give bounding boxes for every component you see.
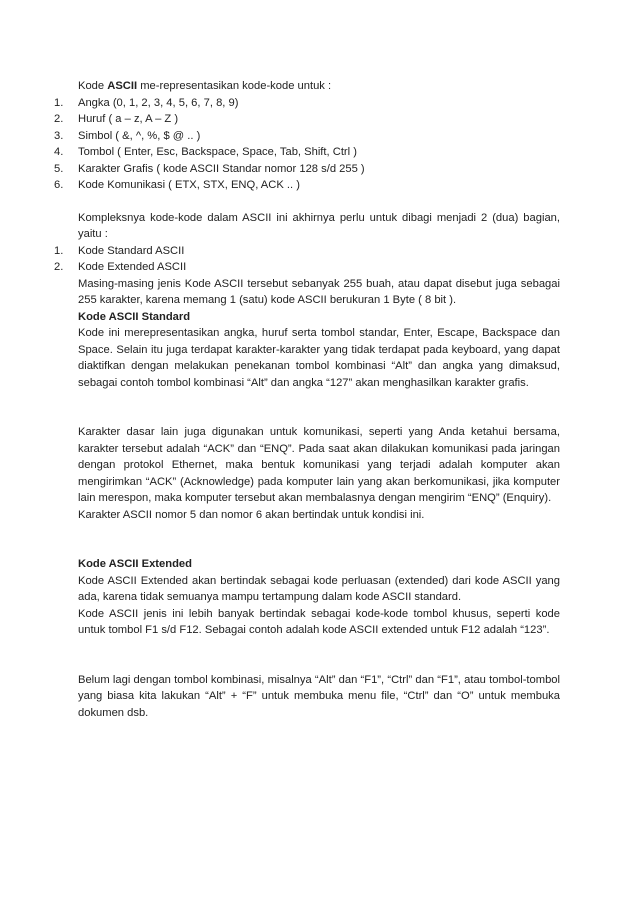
communication-note: Karakter ASCII nomor 5 dan nomor 6 akan bertindak untuk kondisi ini. <box>78 508 425 521</box>
complexity-paragraph: Kompleksnya kode-kode dalam ASCII ini akhirnya perlu untuk dibagi menjadi 2 (dua) bagian, yaitu : <box>78 211 560 240</box>
communication-paragraph: Karakter dasar lain juga digunakan untuk komunikasi, seperti yang Anda ketahui bersama, karakter tersebut adalah “ACK” dan “ENQ”. Pada saat akan dilakukan komunikasi pada jaringan dengan protokol Ethernet, maka bentuk komunikasi yang terjadi adalah komputer akan mengirimkan “ACK” (Acknowledge) pada komputer lain yang akan berkomunikasi, jika komputer lain merespon, maka komputer tersebut akan membalasnya dengan mengirim “ENQ” (Enquiry). <box>78 426 560 504</box>
standard-paragraph: Kode ini merepresentasikan angka, huruf serta tombol standar, Enter, Escape, Backspace dan Space. Selain itu juga terdapat karakter-karakter yang tidak terdapat pada keyboard, yang dapat diaktifkan dengan melakukan penekanan tombol kombinasi “Alt” dan angka yang dimaksud, sebagai contoh tombol kombinasi “Alt” dan angka “127” akan menghasilkan karakter grafis. <box>78 327 560 389</box>
extended-heading: Kode ASCII Extended <box>78 558 192 570</box>
list-item: 3. Simbol ( &, ^, %, $ @ .. ) <box>54 129 201 142</box>
intro-paragraph: Kode ASCII me-representasikan kode-kode untuk : <box>78 80 332 92</box>
list-item: 6. Kode Komunikasi ( ETX, STX, ENQ, ACK .. ) <box>54 179 300 191</box>
list-item: 5. Karakter Grafis ( kode ASCII Standar nomor 128 s/d 255 ) <box>54 162 365 175</box>
spacer <box>78 639 560 672</box>
list-item: 1. Kode Standard ASCII <box>54 244 185 257</box>
intro-bold-term: ASCII <box>107 80 138 92</box>
list-item: 2. Huruf ( a – z, A – Z ) <box>54 113 179 125</box>
spacer <box>78 194 560 210</box>
closing-paragraph: Belum lagi dengan tombol kombinasi, misalnya “Alt” dan “F1”, “Ctrl” dan “F1”, atau tombol-tombol yang biasa kita lakukan “Alt” + “F” untuk membuka menu file, “Ctrl” dan “O” untuk membuka dokumen dsb. <box>78 673 560 719</box>
extended-paragraph-2: Kode ASCII jenis ini lebih banyak bertindak sebagai kode-kode tombol khusus, seperti kode untuk tombol F1 s/d F12. Sebagai contoh adalah kode ASCII extended untuk F12 adalah “123”. <box>78 607 560 636</box>
standard-heading: Kode ASCII Standard <box>78 310 191 323</box>
masing-paragraph: Masing-masing jenis Kode ASCII tersebut sebanyak 255 buah, atau dapat disebut juga sebagai 255 karakter, karena memang 1 (satu) kode ASCII berukuran 1 Byte ( 8 bit ). <box>78 277 560 306</box>
spacer <box>78 523 560 556</box>
list-item: 2. Kode Extended ASCII <box>54 261 187 273</box>
document-body <box>54 78 560 721</box>
list-item: 4. Tombol ( Enter, Esc, Backspace, Space, Tab, Shift, Ctrl ) <box>54 146 357 158</box>
list-item: 1. Angka (0, 1, 2, 3, 4, 5, 6, 7, 8, 9) <box>54 96 239 109</box>
extended-paragraph-1: Kode ASCII Extended akan bertindak sebagai kode perluasan (extended) dari kode ASCII yang ada, karena tidak semuanya mampu tertampung dalam kode ASCII standard. <box>78 574 560 603</box>
code-types-list <box>54 95 560 194</box>
ascii-division-list <box>54 243 560 276</box>
spacer <box>78 391 560 424</box>
